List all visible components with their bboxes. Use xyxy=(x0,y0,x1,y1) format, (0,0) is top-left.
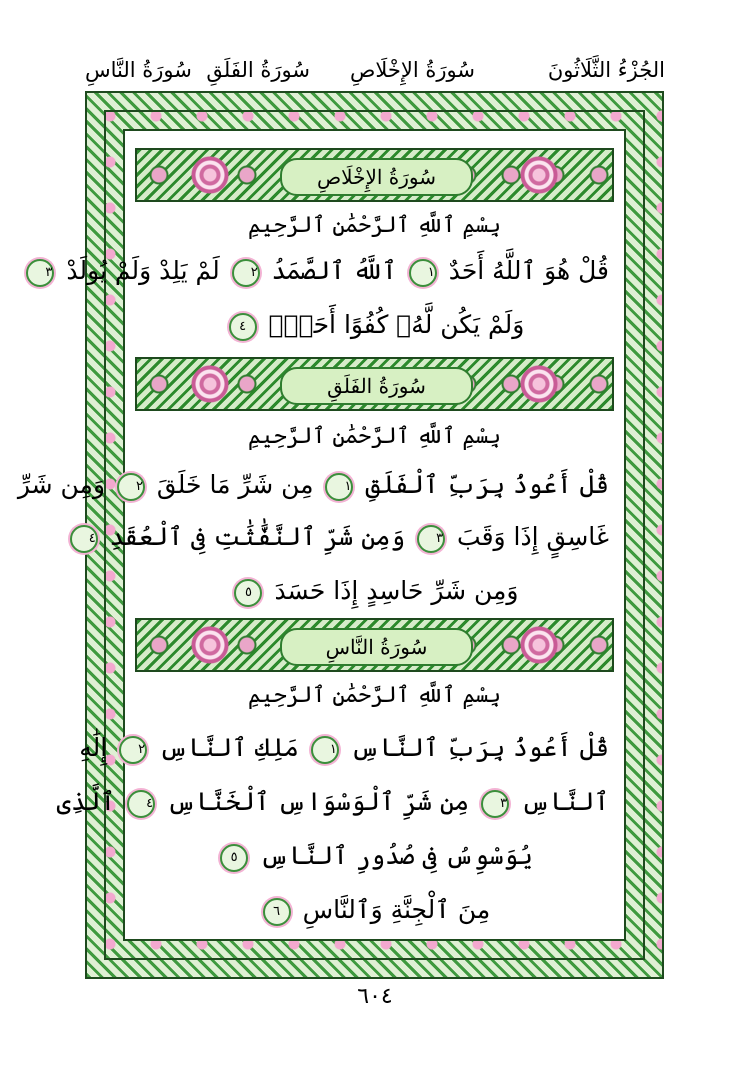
surah-banner-falaq xyxy=(135,357,614,411)
verse-text: إِلَٰهِ xyxy=(79,733,108,762)
verse-text: لَمْ يَلِدْ وَلَمْ يُولَدْ xyxy=(66,256,220,285)
verse-text: وَمِن شَرِّ xyxy=(17,470,106,499)
surah-title-nas: سُورَةُ النَّاسِ xyxy=(280,628,473,666)
header-surah-ikhlas: سُورَةُ الإِخْلَاصِ xyxy=(350,58,475,82)
ayah-marker: ١ xyxy=(311,736,339,764)
verse-text: ٱلنَّاسِ xyxy=(521,787,609,816)
verse-text: مِن شَرِّ مَا خَلَقَ xyxy=(156,470,314,499)
ayah-marker: ٥ xyxy=(220,844,248,872)
page-header xyxy=(85,50,665,90)
ayah-marker: ٢ xyxy=(117,473,145,501)
verse-text: قُلْ أَعُوذُ بِرَبِّ ٱلنَّاسِ xyxy=(350,733,609,762)
verse-line xyxy=(140,833,609,879)
verse-text: غَاسِقٍ إِذَا وَقَبَ xyxy=(457,522,609,551)
basmala-falaq: بِسْمِ ٱللَّهِ ٱلرَّحْمَٰنِ ٱلرَّحِيمِ xyxy=(247,424,501,449)
ayah-marker: ٣ xyxy=(481,790,509,818)
ayah-marker: ٢ xyxy=(232,259,260,287)
ayah-marker: ٣ xyxy=(26,259,54,287)
verse-line xyxy=(56,779,609,825)
verse-text: مَلِكِ ٱلنَّاسِ xyxy=(159,733,299,762)
surah-title-ikhlas: سُورَةُ الإِخْلَاصِ xyxy=(280,158,473,196)
ayah-marker: ٤ xyxy=(229,313,257,341)
ayah-marker: ١ xyxy=(325,473,353,501)
verse-text: ٱلَّذِى xyxy=(56,787,116,816)
verse-text: قُلْ هُوَ ٱللَّهُ أَحَدٌ xyxy=(448,256,609,285)
surah-banner-nas xyxy=(135,618,614,672)
verse-text: قُلْ أَعُوذُ بِرَبِّ ٱلْفَلَقِ xyxy=(365,470,609,499)
ayah-marker: ٥ xyxy=(234,579,262,607)
page-number: ٦٠٤ xyxy=(357,984,393,1009)
surah-title-falaq: سُورَةُ الفَلَقِ xyxy=(280,367,473,405)
basmala-nas: بِسْمِ ٱللَّهِ ٱلرَّحْمَٰنِ ٱلرَّحِيمِ xyxy=(247,683,501,708)
verse-line xyxy=(45,248,609,294)
header-surah-falaq: سُورَةُ الفَلَقِ xyxy=(206,58,310,82)
ayah-marker: ٣ xyxy=(417,525,445,553)
header-surah-nas: سُورَةُ النَّاسِ xyxy=(85,58,192,82)
juz-label: الجُزْءُ الثَّلَاثُونَ xyxy=(547,58,665,82)
verse-text: ٱللَّهُ ٱلصَّمَدُ xyxy=(271,256,397,285)
verse-line xyxy=(17,462,609,508)
verse-text: مِنَ ٱلْجِنَّةِ وَٱلنَّاسِ xyxy=(302,895,491,924)
basmala-ikhlas: بِسْمِ ٱللَّهِ ٱلرَّحْمَٰنِ ٱلرَّحِيمِ xyxy=(247,213,501,238)
verse-line xyxy=(79,725,609,771)
verse-line xyxy=(140,568,609,614)
ayah-marker: ٢ xyxy=(119,736,147,764)
verse-line xyxy=(140,887,609,933)
ayah-marker: ٤ xyxy=(70,525,98,553)
ayah-marker: ٤ xyxy=(127,790,155,818)
verse-text: مِن شَرِّ ٱلْوَسْوَاسِ ٱلْخَنَّاسِ xyxy=(167,787,470,816)
verse-line xyxy=(88,514,609,560)
verse-text: وَمِن شَرِّ حَاسِدٍ إِذَا حَسَدَ xyxy=(274,576,519,605)
surah-banner-ikhlas xyxy=(135,148,614,202)
verse-text: يُوَسْوِسُ فِى صُدُورِ ٱلنَّاسِ xyxy=(260,841,533,870)
ayah-marker: ١ xyxy=(409,259,437,287)
verse-text: وَمِن شَرِّ ٱلنَّفَّٰثَٰتِ فِى ٱلْعُقَدِ xyxy=(109,522,406,551)
verse-text: وَلَمْ يَكُن لَّهُۥ كُفُوًا أَحَدٌۢ xyxy=(268,310,525,339)
ayah-marker: ٦ xyxy=(263,898,291,926)
verse-line xyxy=(140,302,609,348)
